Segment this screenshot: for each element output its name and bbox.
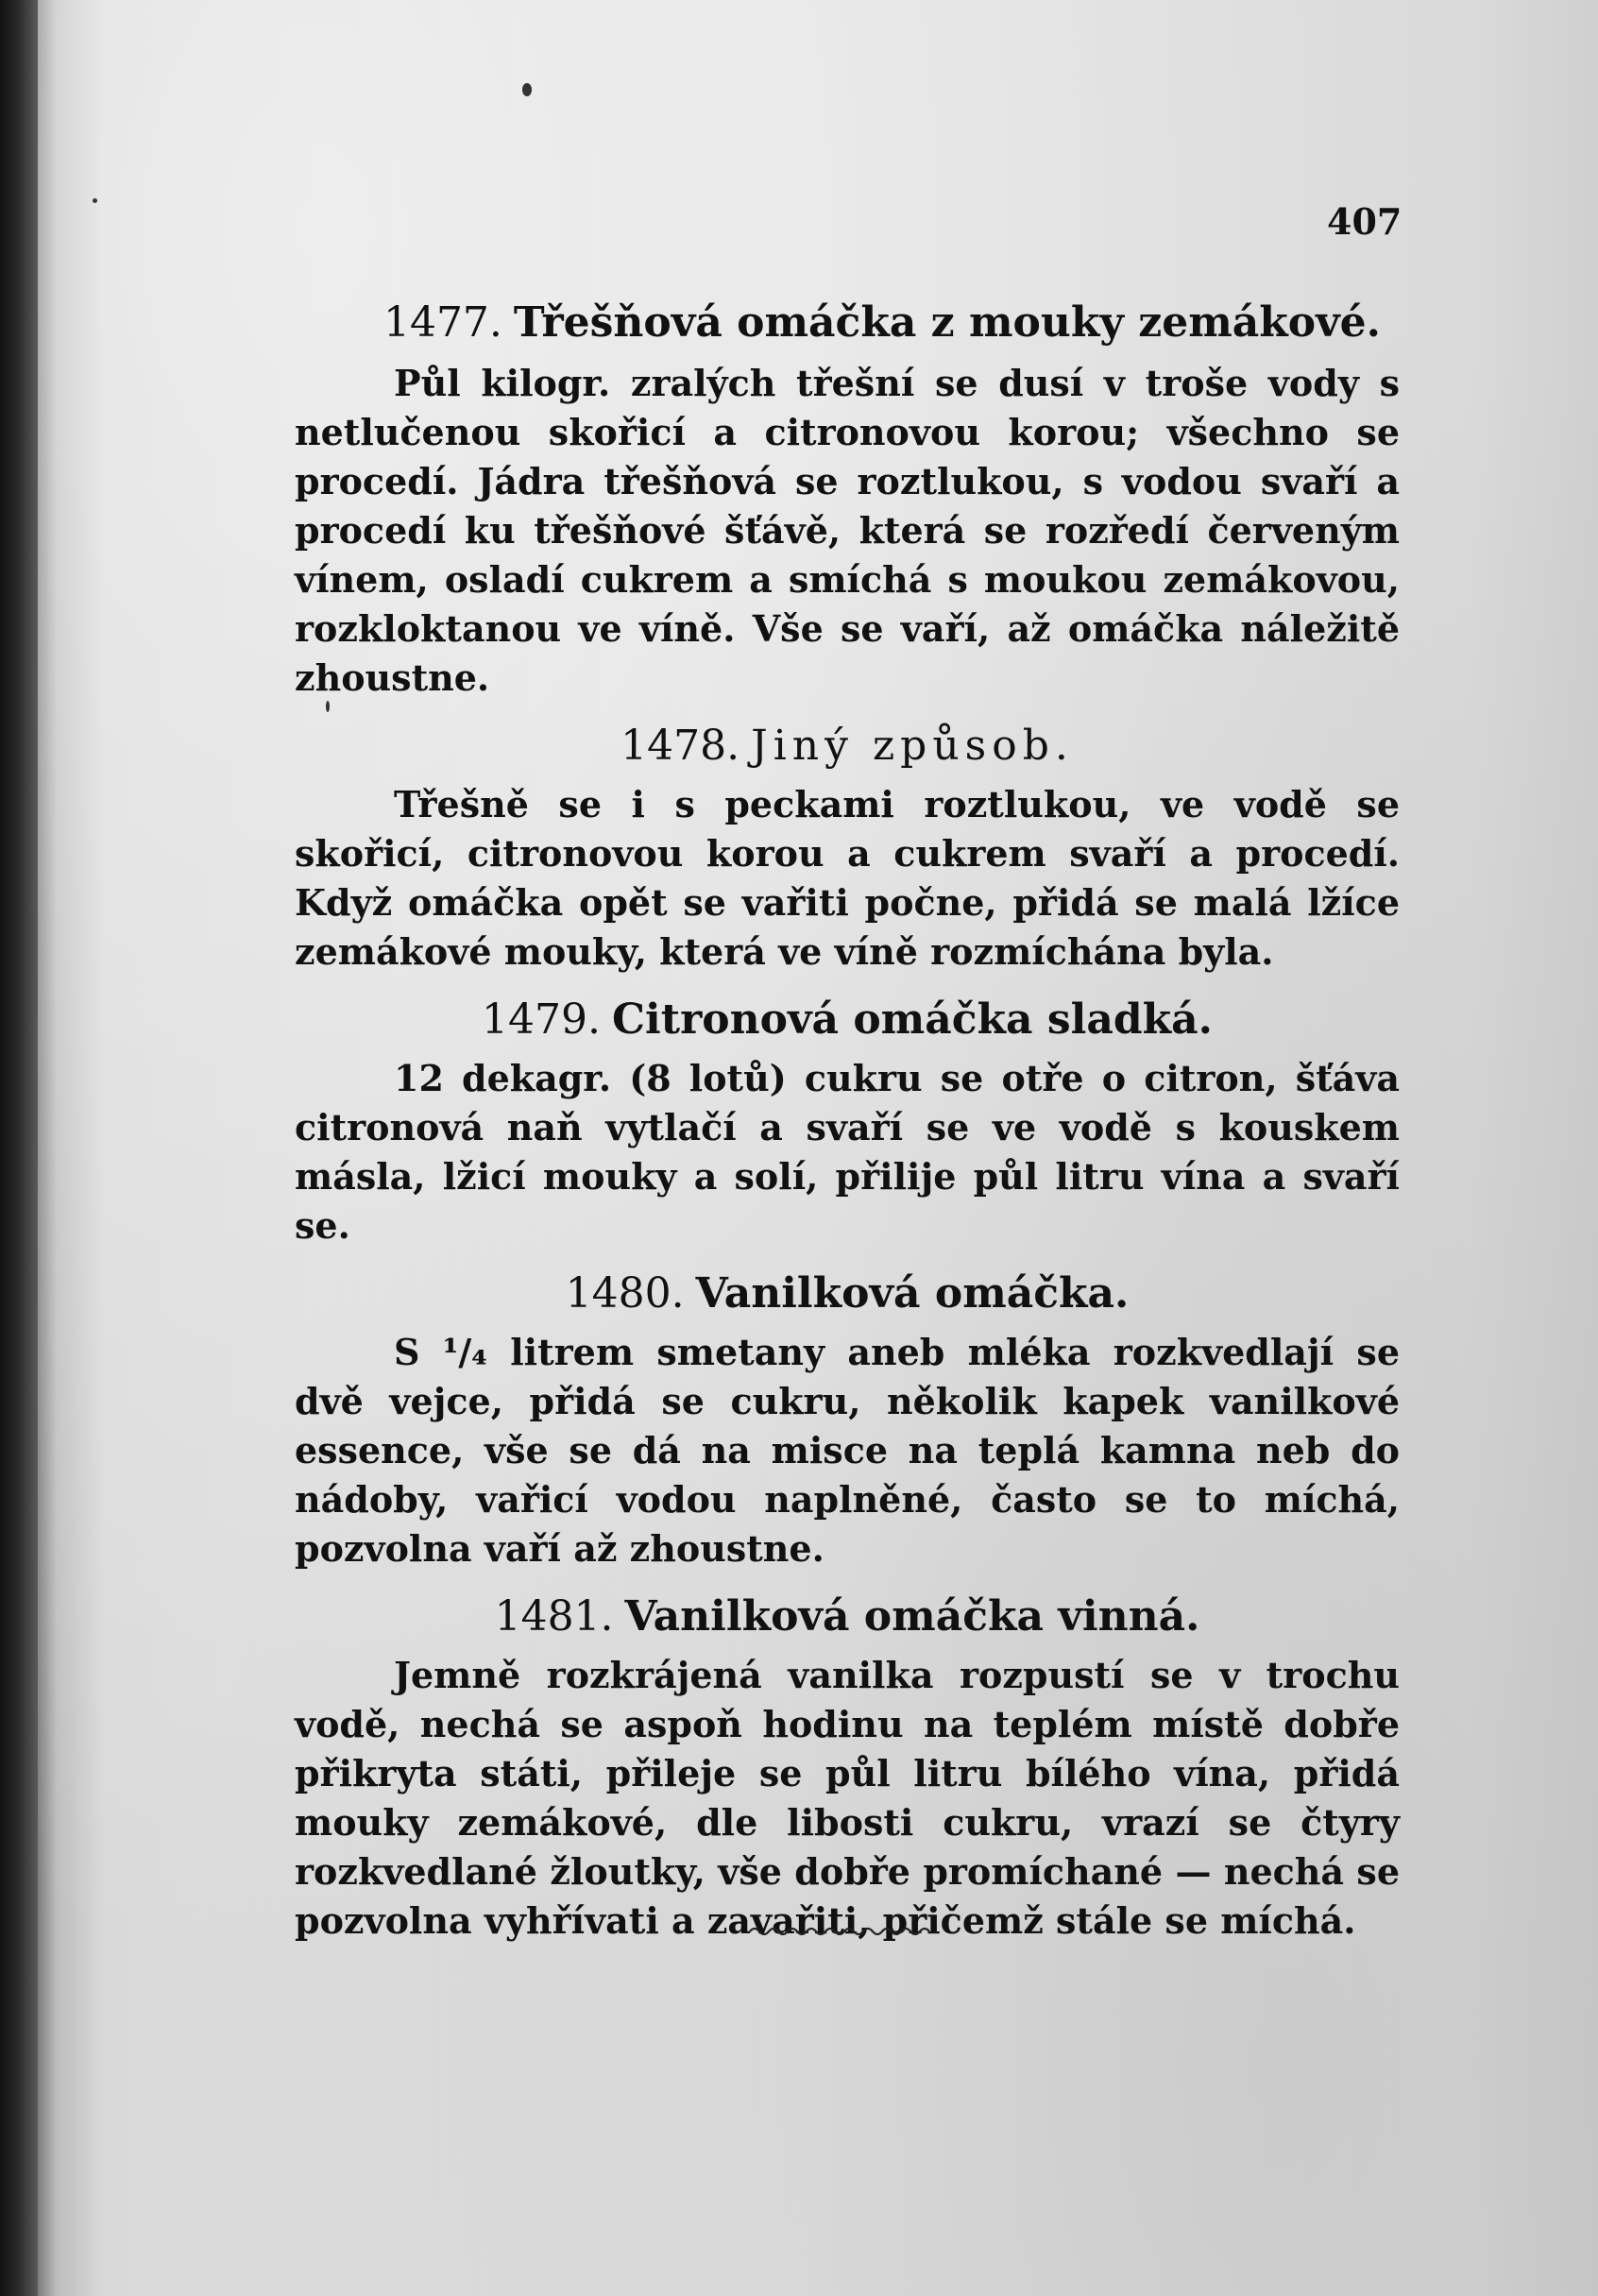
recipe-text-1480: S ¹/₄ litrem smetany aneb mléka rozkvedlají se dvě vejce, přidá se cukru, několik kapek vanilkové essence, vše se dá na misce na teplá kamna neb do nádoby, vařicí vodou naplněné, často se to míchá, pozvolna vaří až zhoustne. [295,1331,1400,1570]
recipe-heading-1477 [295,293,1400,353]
recipe-text-1478: Třešně se i s peckami roztlukou, ve vodě se skořicí, citronovou korou a cukrem svaří a procedí. Když omáčka opět se vařiti počne, přidá se malá lžíce zemákové mouky, která ve víně rozmíchána byla. [295,783,1400,973]
recipe-heading-1479 [295,990,1400,1050]
recipe-heading-1478 [295,716,1400,776]
wavy-divider-ornament [748,1922,937,1941]
recipe-number: 1479. [482,995,602,1044]
recipe-text-1479: 12 dekagr. (8 lotů) cukru se otře o citron, šťáva citronová naň vytlačí a svaří se ve vodě s kouskem másla, lžicí mouky a solí, přilije půl litru vína a svaří se. [295,1057,1400,1247]
page-number: 407 [1327,200,1402,243]
book-spine-shadow [0,0,38,2296]
recipe-heading-1481 [295,1587,1400,1647]
recipe-number: 1478. [620,722,740,770]
recipe-text-1481: Jemně rozkrájená vanilka rozpustí se v trochu vodě, nechá se aspoň hodinu na teplém místě dobře přikryta státi, přileje se půl litru bílého vína, přidá mouky zemákové, dle libosti cukru, vrazí se čtyry rozkvedlané žloutky, vše dobře promíchané — nechá se pozvolna vyhřívati a zavařiti, přičemž stále se míchá. [295,1654,1400,1942]
recipe-number: 1477. [382,298,502,347]
recipe-title: Třešňová omáčka z mouky zemákové. [513,298,1381,347]
recipe-title: Citronová omáčka sladká. [612,995,1213,1044]
ink-speck [93,198,97,203]
recipe-title: Jiný způsob. [751,722,1074,770]
page-content [295,293,1400,1959]
ink-speck [522,83,532,96]
recipe-text-1477: Půl kilogr. zralých třešní se dusí v troše vody s netlučenou skořicí a citronovou korou; všechno se procedí. Jádra třešňová se roztlukou, s vodou svaří a procedí ku třešňové šťávě, která se rozředí červeným vínem, osladí cukrem a smíchá s moukou zemákovou, rozkloktanou ve víně. Vše se vaří, až omáčka náležitě zhoustne. [295,362,1400,699]
recipe-heading-1480 [295,1264,1400,1324]
recipe-number: 1480. [565,1269,685,1318]
recipe-title: Vanilková omáčka vinná. [624,1592,1200,1641]
recipe-number: 1481. [494,1592,614,1641]
recipe-title: Vanilková omáčka. [695,1269,1130,1318]
